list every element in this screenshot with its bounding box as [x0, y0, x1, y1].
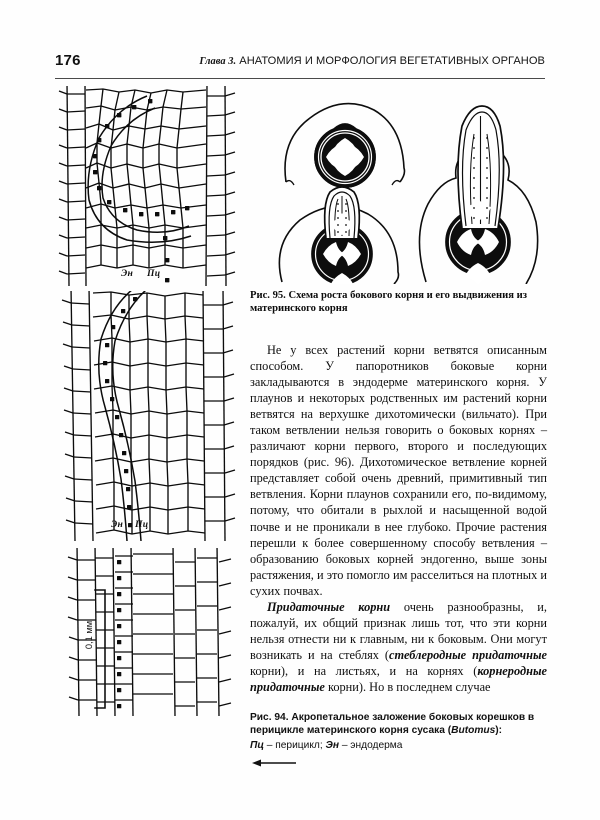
figure-94-panel-bottom: [55, 548, 240, 716]
running-head-title: [199, 55, 545, 67]
running-head-rule: [55, 78, 545, 79]
panel-top-label-pericycle: Пц: [147, 268, 161, 279]
figure-94-illustration: [55, 86, 240, 716]
figure-94-species-name: Butomus: [451, 725, 496, 737]
panel-top-label-endoderm: Эн: [121, 268, 134, 279]
term-root-borne: корнеродные придаточные: [250, 663, 547, 694]
body-text: [250, 342, 547, 695]
figure-94-caption-line-2-before: перицикле материнского корня сусака (: [250, 725, 452, 737]
figure-95-illustration: [250, 86, 545, 284]
figure-94-caption-line-2-after: ):: [495, 725, 503, 737]
figure-95-caption-line-1: Рис. 95. Схема роста бокового корня и его выдвижения из: [250, 290, 527, 301]
right-column: [250, 86, 545, 766]
caption-arrow-icon: [250, 756, 298, 768]
term-adventitious-roots: Придаточные корни: [267, 599, 391, 614]
body-paragraph-2: [250, 599, 547, 695]
legend-text-endoderm: – эндодерма: [338, 740, 403, 752]
body-paragraph-2-e: корни). Но в последнем случае: [324, 679, 491, 694]
figure-94-caption: [250, 711, 547, 753]
running-head-chapter: Глава 3.: [199, 56, 237, 67]
figure-95-caption-line-2: материнского корня: [250, 303, 348, 315]
body-paragraph-1-text: Не у всех растений корни ветвятся описанным способом. У папоротников боковые корни закладываются в эндодерме материнского корня. У плаунов и некоторых родственных им растений корни ветвятся на верхушке дихотомически (вильчато). При таком ветвлении нельзя говорить о боковых корнях – различают корни первого, второго и последующих порядков (рис. 96). Дихотомическое ветвление корней представляет собой очень древний, примитивный тип ветвления. Корни плаунов сохранили его, по-видимому, потому, что обитали в рыхлой и насыщенной водой почве и не проникали в нее глубоко. Прочие растения перешли к более совершенному способу ветвления – образованию боковых корней эндогенно, выше зоны растяжения, и это помогло им расселиться на плотных и сухих почвах.: [250, 343, 547, 598]
figure-94-legend: [250, 739, 547, 752]
body-paragraph-1: [250, 342, 547, 599]
term-stem-borne: стеблеродные придаточные: [389, 647, 547, 662]
running-head-subject: АНАТОМИЯ И МОРФОЛОГИЯ ВЕГЕТАТИВНЫХ ОРГАНОВ: [239, 55, 545, 67]
figure-94-caption-line-1: Рис. 94. Акропетальное заложение боковых корешков в: [250, 712, 535, 723]
running-head: [55, 52, 545, 74]
legend-text-pericycle: – перицикл;: [263, 740, 326, 752]
page-number: 176: [55, 52, 81, 69]
scale-bar-label: 0,1 мм: [84, 620, 94, 650]
figure-94-panel-top: [55, 86, 240, 286]
figure-94-caption-title: [250, 711, 547, 738]
legend-abbr-pericycle: Пц: [250, 740, 264, 752]
body-paragraph-2-a: очень разнообразны, и, пожалуй, их общий признак лишь тот, что эти корни нельзя отнести ни к главным, ни к боковым. Они могут возникать и на стеблях (: [250, 599, 547, 662]
legend-abbr-endoderm: Эн: [325, 740, 339, 752]
figure-95-caption: [250, 289, 545, 315]
body-paragraph-2-c: корни), и на листьях, и на корнях (: [250, 663, 478, 678]
panel-middle-label-pericycle: Пц: [135, 519, 149, 530]
figure-94-panel-middle: [55, 291, 240, 541]
panel-middle-label-endoderm: Эн: [111, 519, 124, 530]
